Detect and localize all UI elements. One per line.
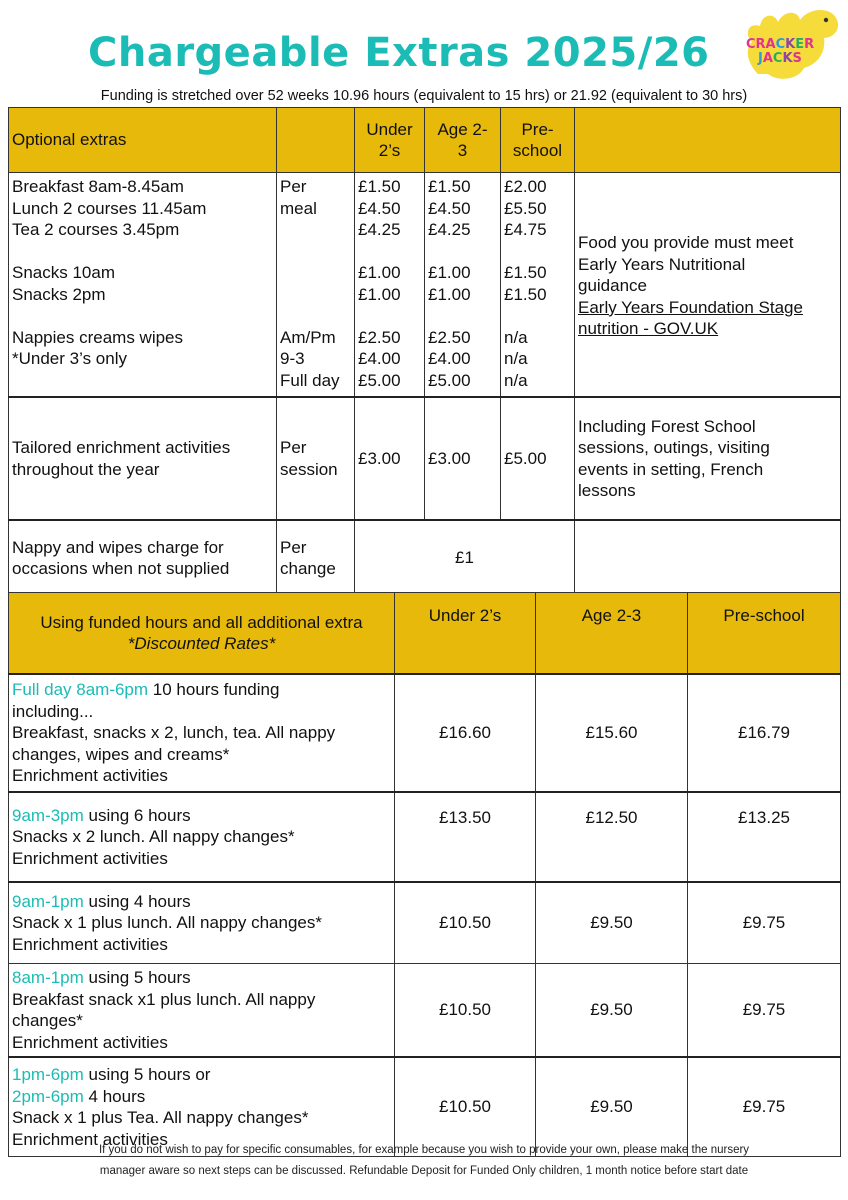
nappy-charge-row <box>9 520 841 596</box>
page-title: Chargeable Extras 2025/26 <box>88 30 710 76</box>
label-line: occasions when not supplied <box>12 559 230 578</box>
price: £4.25 <box>428 220 471 239</box>
session-time: 9am-3pm <box>12 805 84 825</box>
eyfs-nutrition-link[interactable]: Early Years Foundation Stage <box>578 297 803 317</box>
item-label: Tea 2 courses 3.45pm <box>12 220 180 239</box>
price-age23: £9.50 <box>536 1057 688 1157</box>
meals-age23-prices <box>425 173 501 398</box>
header-preschool-line1: Pre- <box>521 119 554 139</box>
header-preschool: Pre-school <box>688 593 841 675</box>
header-under2-line2: 2’s <box>378 141 401 160</box>
session-hours: using 5 hours or <box>83 1065 211 1084</box>
header-preschool-line2: school <box>512 141 563 160</box>
optional-extras-table <box>8 107 841 596</box>
enrichment-row <box>9 397 841 520</box>
price: n/a <box>504 327 528 347</box>
item-unit: 9-3 <box>280 349 305 368</box>
price: £1.50 <box>504 284 547 304</box>
meals-row <box>9 173 841 398</box>
session-description <box>9 674 395 792</box>
session-hours: 4 hours <box>83 1086 146 1106</box>
note-line: Early Years Nutritional <box>578 254 746 274</box>
enrichment-unit <box>277 397 355 520</box>
table-row <box>9 792 841 882</box>
item-label: Snacks 2pm <box>12 284 106 304</box>
note-line: lessons <box>578 481 636 500</box>
meals-units <box>277 173 355 398</box>
unit-line: change <box>280 559 336 578</box>
price: £5.50 <box>504 198 547 218</box>
nappy-charge-note <box>575 520 841 596</box>
enrichment-note <box>575 397 841 520</box>
table-row <box>9 674 841 792</box>
label-line: throughout the year <box>12 459 160 479</box>
price: £1.50 <box>504 263 547 282</box>
price-age23: £12.50 <box>536 792 688 882</box>
session-time: 9am-1pm <box>12 891 84 911</box>
funding-note: Funding is stretched over 52 weeks 10.96 hours (equivalent to 15 hrs) or 21.92 (equivalent to 30 hrs) <box>100 88 748 104</box>
session-time: 1pm-6pm <box>12 1065 84 1084</box>
table-row <box>9 964 841 1058</box>
optional-extras-header-row <box>9 108 841 173</box>
price: £2.00 <box>504 177 547 196</box>
eyfs-nutrition-link[interactable]: nutrition - GOV.UK <box>578 319 719 339</box>
price: £4.25 <box>358 220 401 239</box>
enrichment-label <box>9 397 277 520</box>
footer-note <box>0 1140 848 1182</box>
note-line: Including Forest School <box>578 416 756 436</box>
header-optional-extras: Optional extras <box>9 108 277 173</box>
header-under2 <box>355 108 425 173</box>
svg-text:CRACKER: CRACKER <box>746 37 815 52</box>
session-detail: Enrichment activities <box>12 848 168 868</box>
header-age23-line2: 3 <box>457 141 468 160</box>
header-funded-hours <box>9 593 395 675</box>
price: £4.75 <box>504 220 547 239</box>
header-subtitle: *Discounted Rates* <box>127 634 276 653</box>
price: n/a <box>504 370 528 390</box>
enrichment-under2: £3.00 <box>355 397 425 520</box>
session-hours: 10 hours funding <box>148 680 280 700</box>
price-preschool: £9.75 <box>688 1057 841 1157</box>
session-description <box>9 792 395 882</box>
price: £1.00 <box>428 284 471 304</box>
item-label: Nappies creams wipes <box>12 327 184 347</box>
price-age23: £9.50 <box>536 882 688 964</box>
price-under2: £13.50 <box>395 792 536 882</box>
price-preschool: £9.75 <box>688 964 841 1058</box>
meals-under2-prices <box>355 173 425 398</box>
price: n/a <box>504 349 528 368</box>
session-detail: Snack x 1 plus lunch. All nappy changes* <box>12 913 322 933</box>
session-description <box>9 964 395 1058</box>
item-label: Breakfast 8am-8.45am <box>12 177 184 196</box>
footer-line: manager aware so next steps can be discussed. Refundable Deposit for Funded Only children, 1 month notice before start date <box>99 1165 749 1177</box>
price: £1.00 <box>428 263 471 282</box>
session-time: Full day 8am-6pm <box>12 680 149 700</box>
unit-line: Per <box>280 537 307 557</box>
item-label: *Under 3’s only <box>12 349 127 368</box>
crackerjacks-logo <box>738 4 842 84</box>
price: £2.50 <box>358 327 401 347</box>
session-detail: changes* <box>12 1011 83 1030</box>
enrichment-preschool: £5.00 <box>501 397 575 520</box>
session-hours: using 5 hours <box>83 968 191 987</box>
price-under2: £10.50 <box>395 964 536 1058</box>
svg-text:JACKS: JACKS <box>758 51 802 66</box>
item-unit: meal <box>280 198 317 218</box>
header-age23-line1: Age 2- <box>437 119 488 139</box>
session-detail: including... <box>12 701 94 721</box>
header-age23: Age 2-3 <box>536 593 688 675</box>
table-row <box>9 882 841 964</box>
footer-line: If you do not wish to pay for specific consumables, for example because you wish to provide your own, please make the nursery <box>98 1144 750 1156</box>
discounted-rates-table <box>8 592 841 1157</box>
price-preschool: £13.25 <box>688 792 841 882</box>
price-age23: £9.50 <box>536 964 688 1058</box>
price: £1.50 <box>358 177 401 196</box>
price-under2: £10.50 <box>395 1057 536 1157</box>
session-detail: Breakfast, snacks x 2, lunch, tea. All nappy <box>12 723 336 743</box>
price-preschool: £16.79 <box>688 674 841 792</box>
item-unit: Full day <box>280 370 340 390</box>
header-title: Using funded hours and all additional extra <box>40 612 363 632</box>
price-under2: £16.60 <box>395 674 536 792</box>
session-detail: Breakfast snack x1 plus lunch. All nappy <box>12 989 316 1009</box>
item-unit: Am/Pm <box>280 327 336 347</box>
price-preschool: £9.75 <box>688 882 841 964</box>
session-detail: Enrichment activities <box>12 1129 168 1149</box>
session-description <box>9 882 395 964</box>
enrichment-age23: £3.00 <box>425 397 501 520</box>
item-unit: Per <box>280 177 307 196</box>
note-line: guidance <box>578 276 648 296</box>
label-line: Nappy and wipes charge for <box>12 537 224 557</box>
session-detail: Snack x 1 plus Tea. All nappy changes* <box>12 1108 309 1127</box>
header-under2-line1: Under <box>366 119 413 139</box>
price: £1.00 <box>358 284 401 304</box>
session-time: 8am-1pm <box>12 968 84 987</box>
price-under2: £10.50 <box>395 882 536 964</box>
price-age23: £15.60 <box>536 674 688 792</box>
session-hours: using 4 hours <box>83 891 191 911</box>
meals-labels <box>9 173 277 398</box>
unit-line: Per <box>280 438 307 457</box>
price: £1.50 <box>428 177 471 196</box>
header-under2: Under 2’s <box>395 593 536 675</box>
label-line: Tailored enrichment activities <box>12 438 231 457</box>
note-line: Food you provide must meet <box>578 233 794 253</box>
header-notes <box>575 108 841 173</box>
price: £4.00 <box>428 349 471 368</box>
nappy-charge-price: £1 <box>355 520 575 596</box>
session-detail: Enrichment activities <box>12 766 168 786</box>
session-detail: Snacks x 2 lunch. All nappy changes* <box>12 827 295 847</box>
price: £4.50 <box>358 198 401 218</box>
session-detail: changes, wipes and creams* <box>12 744 230 764</box>
session-hours: using 6 hours <box>83 805 191 825</box>
session-time: 2pm-6pm <box>12 1086 84 1106</box>
price: £5.00 <box>358 370 401 390</box>
header-age23 <box>425 108 501 173</box>
discounted-header-row <box>9 593 841 675</box>
nappy-charge-label <box>9 520 277 596</box>
nappy-charge-unit <box>277 520 355 596</box>
item-label: Snacks 10am <box>12 263 115 282</box>
session-detail: Enrichment activities <box>12 934 168 954</box>
meals-preschool-prices <box>501 173 575 398</box>
nutrition-note <box>575 173 841 398</box>
header-unit <box>277 108 355 173</box>
note-line: sessions, outings, visiting <box>578 438 770 457</box>
price: £2.50 <box>428 327 471 347</box>
note-line: events in setting, French <box>578 459 764 479</box>
session-detail: Enrichment activities <box>12 1032 168 1052</box>
item-label: Lunch 2 courses 11.45am <box>12 198 207 218</box>
price: £1.00 <box>358 263 401 282</box>
price: £5.00 <box>428 370 471 390</box>
price: £4.00 <box>358 349 401 368</box>
unit-line: session <box>280 459 338 479</box>
price: £4.50 <box>428 198 471 218</box>
header-preschool <box>501 108 575 173</box>
